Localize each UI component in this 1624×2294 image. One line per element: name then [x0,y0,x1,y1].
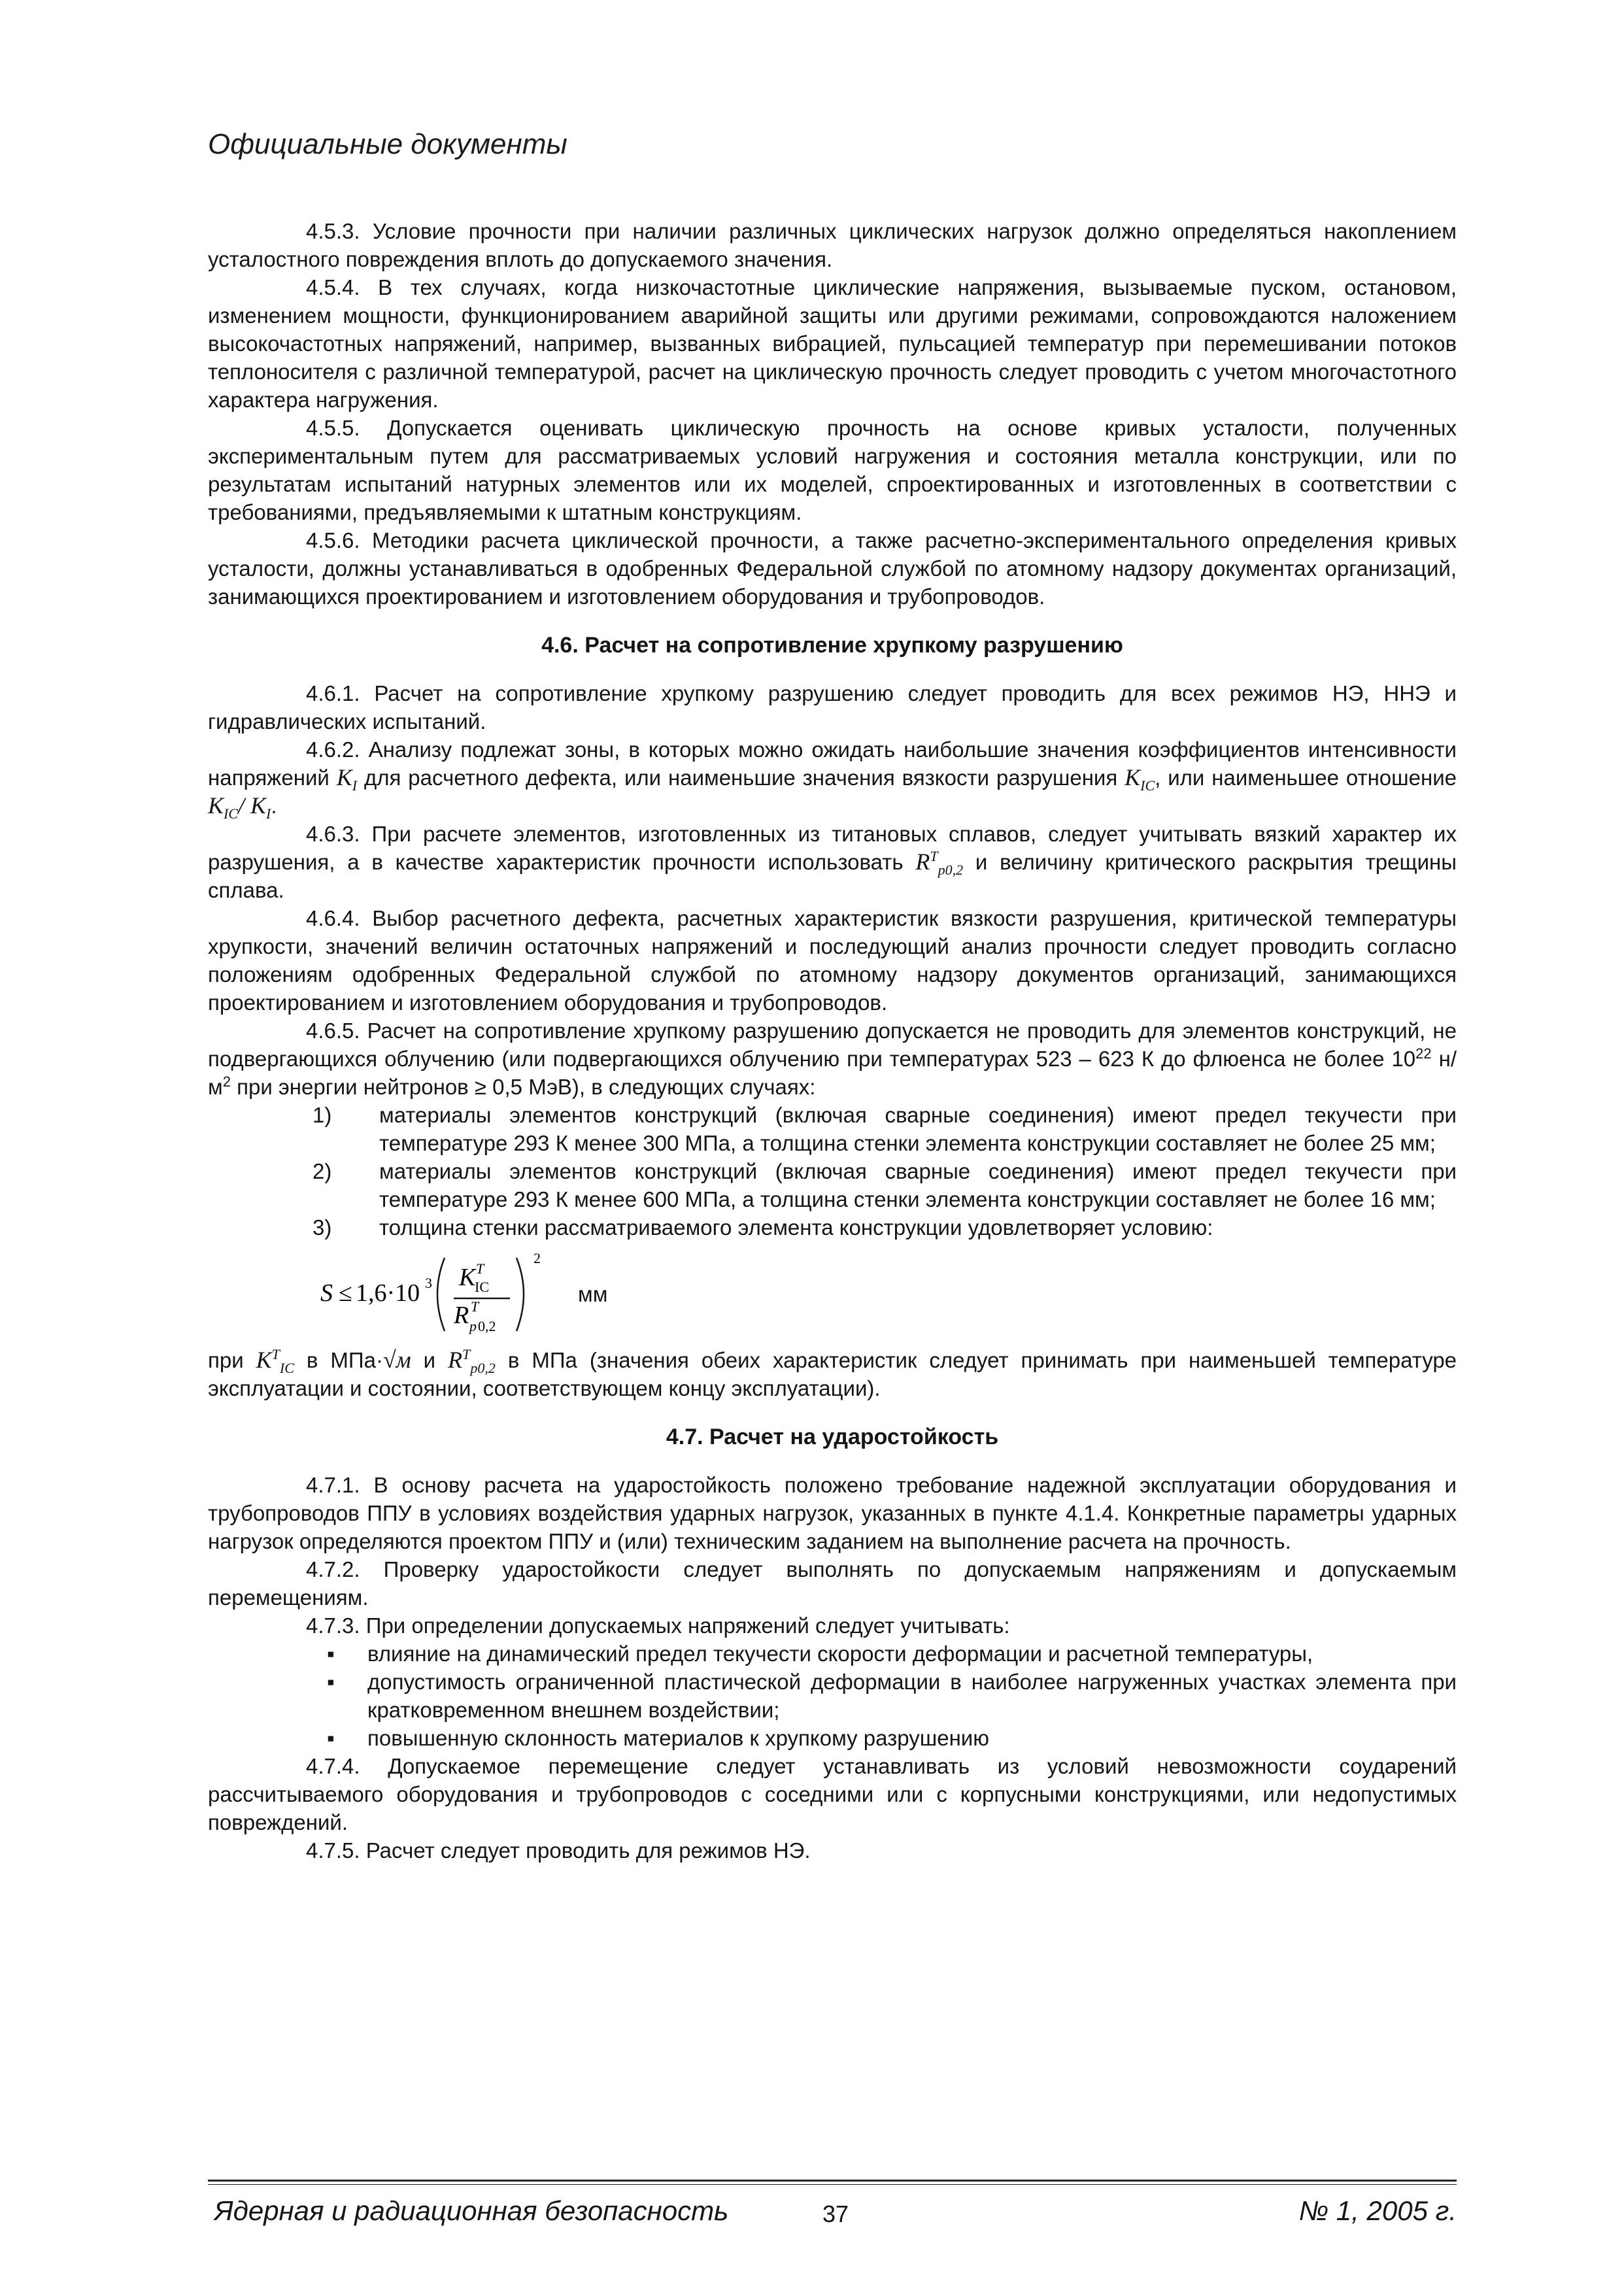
paragraph-4-5-4: 4.5.4. В тех случаях, когда низкочастотные циклические напряжения, вызываемые пуском, остановом, изменением мощности, функционированием аварийной защиты или другими режимами, сопровождаются наложением высокочастотных напряжений, например, вызванных вибрацией, пульсацией температур при перемешивании потоков теплоносителя с различной температурой, расчет на циклическую прочность следует проводить с учетом многочастотного характера нагружения. [208,275,1457,412]
page-content [208,217,1457,1864]
conditions-list [208,1101,1457,1241]
paragraph-4-7-2: 4.7.2. Проверку ударостойкости следует выполнять по допускаемым напряжениям и допускаемым перемещениям. [208,1557,1457,1610]
svg-text:2: 2 [533,1250,541,1266]
svg-text:K: K [459,1264,476,1291]
section-heading-4-7: 4.7. Расчет на ударостойкость [666,1425,999,1449]
svg-text:p: p [469,1318,477,1334]
paragraph-4-7-3: 4.7.3. При определении допускаемых напряжений следует учитывать: [306,1613,1010,1638]
math-sqrt-m: √м [382,1347,411,1373]
paragraph-4-7-4: 4.7.4. Допускаемое перемещение следует устанавливать из условий невозможности соударений рассчитываемого оборудования и трубопроводов с соседними или с корпусными конструкциями, или недопустимых повреждений. [208,1754,1457,1834]
math-r-p02: $R^T_{p0,2}$ [915,848,964,879]
formula-unit: мм [578,1281,608,1306]
list-item: ▪ повышенную склонность материалов к хрупкому разрушению [208,1724,1457,1752]
svg-text:IC: IC [475,1279,489,1295]
math-ratio: $K_{IC}/$ $K_I$ [208,792,271,822]
math-k-t-ic: $K^T_{IC}$ [256,1346,294,1377]
paragraph-4-5-3: 4.5.3. Условие прочности при наличии различных циклических нагрузок должно определяться накоплением усталостного повреждения вплоть до допускаемого значения. [208,219,1457,271]
bullet-icon: ▪ [327,1726,335,1750]
paragraph-4-7-1: 4.7.1. В основу расчета на ударостойкость положено требование надежной эксплуатации оборудования и трубопроводов ППУ в условиях воздействия ударных нагрузок, указанных в пункте 4.1.4. Конкретные параметры ударных нагрузок определяются проектом ППУ и (или) техническим заданием на выполнение расчета на прочность. [208,1473,1457,1553]
list-item: ▪ допустимость ограниченной пластической деформации в наиболее нагруженных участках элемента при кратковременном внешнем воздействии; [208,1668,1457,1724]
math-r-t-p02: $R^T_{p0,2}$ [448,1346,496,1377]
list-item: ▪ влияние на динамический предел текучести скорости деформации и расчетной температуры, [208,1640,1457,1668]
svg-text:3: 3 [425,1275,432,1291]
paragraph-4-6-5: 4.6.5. Расчет на сопротивление хрупкому разрушению допускается не проводить для элементов конструкций, не подвергающихся облучению (или подвергающихся облучению при температурах 523 – 623 К до флюенса не более $10^{22}$ $н/м^2$ при энергии нейтронов ≥ 0,5 МэВ), в следующих случаях: [208,1019,1457,1099]
considerations-list [208,1640,1457,1752]
section-heading-4-6: 4.6. Расчет на сопротивление хрупкому разрушению [541,633,1123,658]
formula-graphic [320,1245,556,1343]
paragraph-4-5-6: 4.5.6. Методики расчета циклической прочности, а также расчетно-экспериментального определения кривых усталости, должны устанавливаться в одобренных Федеральной службой по атомному надзору документах организаций, занимающихся проектированием и изготовлением оборудования и трубопроводов. [208,528,1457,609]
svg-text:1,6·10: 1,6·10 [356,1279,420,1307]
page-footer [208,2195,1457,2228]
footer-divider [208,2180,1457,2182]
list-item: 2) материалы элементов конструкций (включая сварные соединения) имеют предел текучести при температуре 293 К менее 600 МПа, а толщина стенки элемента конструкции составляет не более 16 мм; [313,1159,1457,1211]
paragraph-4-6-1: 4.6.1. Расчет на сопротивление хрупкому разрушению следует проводить для всех режимов НЭ, ННЭ и гидравлических испытаний. [208,681,1457,734]
paragraph-units: при $K^T_{IC}$ в МПа·√м и $R^T_{p0,2}$ в МПа (значения обеих характеристик следует принимать при наименьшей температуре эксплуатации и состоянии, соответствующем концу эксплуатации). [208,1346,1457,1400]
svg-text:R: R [454,1302,469,1329]
svg-text:T: T [471,1298,479,1315]
footer-issue: № 1, 2005 г. [1298,2195,1457,2226]
svg-text:≤: ≤ [339,1279,352,1307]
list-item: 1) материалы элементов конструкций (включая сварные соединения) имеют предел текучести при температуре 293 К менее 300 МПа, а толщина стенки элемента конструкции составляет не более 25 мм; [313,1103,1457,1155]
paragraph-4-7-5: 4.7.5. Расчет следует проводить для режимов НЭ. [306,1838,811,1863]
paragraph-4-6-3: 4.6.3. При расчете элементов, изготовленных из титановых сплавов, следует учитывать вязкий характер их разрушения, а в качестве характеристик прочности использовать $R^T_{p0,2}$ и величину критического раскрытия трещины сплава. [208,822,1457,902]
thickness-formula [208,1241,1457,1346]
svg-text:S: S [320,1279,333,1307]
svg-text:0,2: 0,2 [478,1318,496,1334]
footer-journal: Ядерная и радиационная безопасность [214,2195,729,2226]
svg-text:T: T [476,1260,484,1277]
list-item: 3) толщина стенки рассматриваемого элемента конструкции удовлетворяет условию: [313,1215,1213,1240]
bullet-icon: ▪ [327,1642,335,1666]
paragraph-4-6-4: 4.6.4. Выбор расчетного дефекта, расчетных характеристик вязкости разрушения, критической температуры хрупкости, значений величин остаточных напряжений и последующий анализ прочности следует проводить согласно положениям одобренных Федеральной службой по атомному надзору документов организаций, занимающихся проектированием и изготовлением оборудования и трубопроводов. [208,906,1457,1015]
paragraph-4-6-2: 4.6.2. Анализу подлежат зоны, в которых можно ожидать наибольшие значения коэффициентов интенсивности напряжений $K_I$ для расчетного дефекта, или наименьшие значения вязкости разрушения $K_{IC}$, или наименьшее отношение $K_{IC}/$ $K_I$. [208,737,1457,822]
footer-divider-thin [208,2184,1457,2185]
bullet-icon: ▪ [327,1670,335,1694]
paragraph-4-5-5: 4.5.5. Допускается оценивать циклическую прочность на основе кривых усталости, полученных экспериментальным путем для рассматриваемых условий нагружения и состояния металла конструкции, или по результатам испытаний натурных элементов или их моделей, спроектированных и изготовленных в соответствии с требованиями, предъявляемыми к штатным конструкциям. [208,416,1457,524]
math-k-i: $K_I$ [336,764,358,794]
math-k-ic: $K_{IC}$ [1125,764,1155,794]
page-header: Официальные документы [208,128,567,160]
page-number: 37 [822,2201,849,2227]
